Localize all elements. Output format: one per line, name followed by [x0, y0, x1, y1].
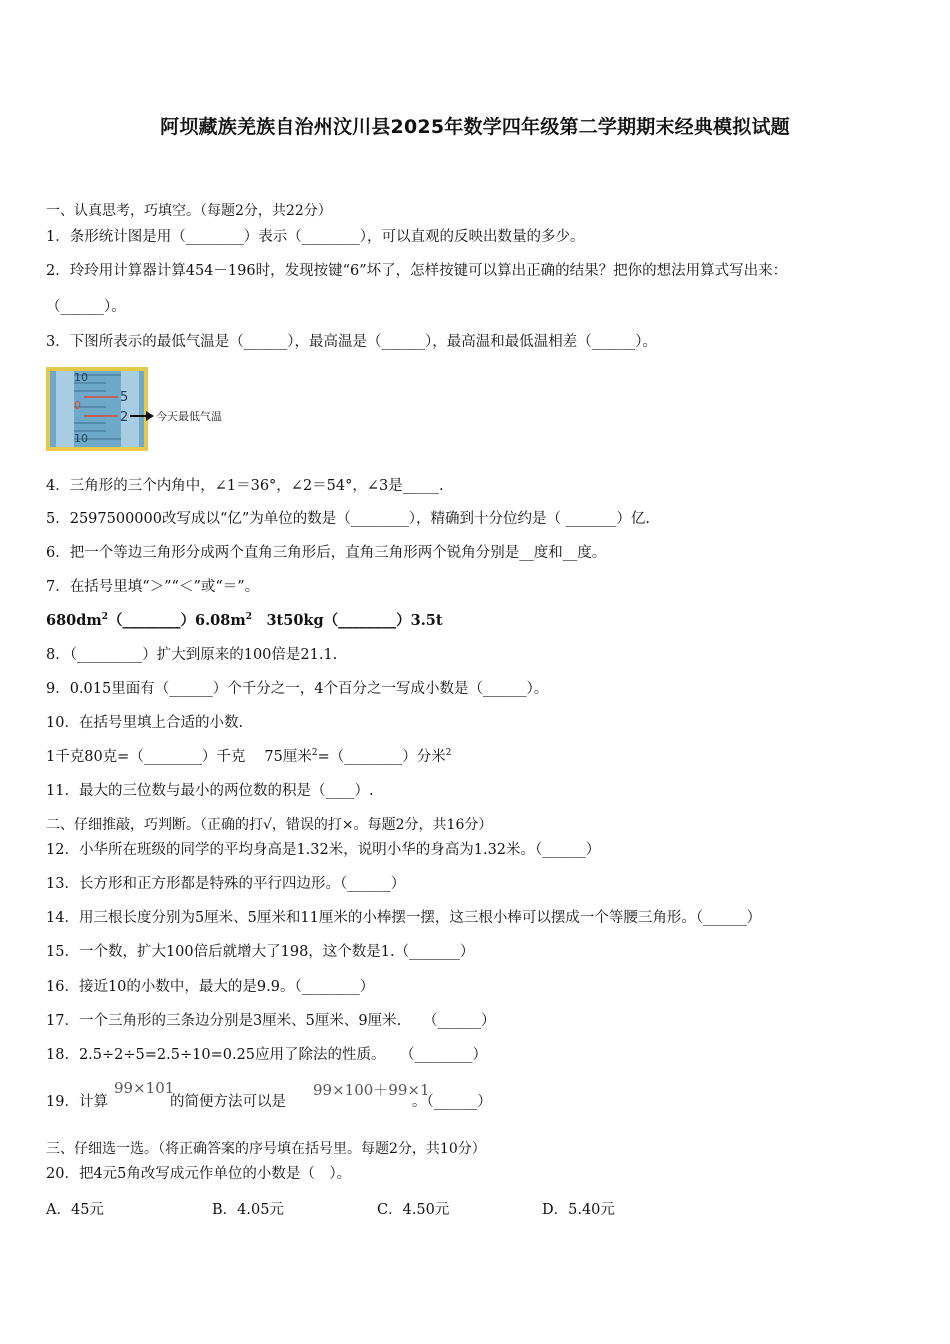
- q19-suffix: 。（______）: [411, 1094, 492, 1110]
- question-4: 4．三角形的三个内角中，∠1＝36°，∠2＝54°，∠3是_____.: [46, 478, 444, 494]
- q10-item-a: 1千克80克=（________）千克 75厘米: [46, 749, 312, 765]
- question-18: 18．2.5÷2÷5=2.5÷10=0.25应用了除法的性质。 （________）: [46, 1047, 488, 1063]
- option-b: B．4.05元: [212, 1202, 284, 1218]
- question-7-comparisons: [46, 611, 443, 631]
- q7-item-b: （________）6.08m: [108, 612, 246, 629]
- option-d: D．5.40元: [542, 1202, 615, 1218]
- question-10: 10．在括号里填上合适的小数.: [46, 715, 244, 731]
- question-14: 14．用三根长度分别为5厘米、5厘米和11厘米的小棒摆一摆，这三根小棒可以摆成一个等腰三角形。（______）: [46, 910, 762, 926]
- question-7: 7．在括号里填“＞”“＜”或“＝”。: [46, 579, 260, 595]
- tick-label-bottom: 10: [74, 432, 88, 445]
- q7-sup-b: 2: [245, 612, 252, 622]
- question-11: 11．最大的三位数与最小的两位数的积是（____）.: [46, 783, 374, 799]
- question-15: 15．一个数，扩大100倍后就增大了198，这个数是1.（_______）: [46, 944, 475, 960]
- tick-label-zero: 0: [74, 399, 81, 412]
- section-1-heading: 一、认真思考，巧填空。（每题2分，共22分）: [46, 203, 332, 219]
- option-a: A．45元: [46, 1202, 104, 1218]
- tick-label-top: 10: [74, 371, 88, 384]
- option-c: C．4.50元: [377, 1202, 450, 1218]
- q19-prefix: 19．计算: [46, 1094, 108, 1110]
- arrow-caption: 今天最低气温: [156, 410, 222, 423]
- section-3-heading: 三、仔细选一选。（将正确答案的序号填在括号里。每题2分，共10分）: [46, 1141, 486, 1157]
- question-16: 16．接近10的小数中，最大的是9.9。（________）: [46, 979, 375, 995]
- question-2-answer: （______）。: [46, 299, 126, 315]
- section-2-heading: 二、仔细推敲，巧判断。（正确的打√，错误的打×。每题2分，共16分）: [46, 817, 493, 833]
- q19-expression-2: 99×100＋99×1: [313, 1081, 430, 1099]
- question-9: 9．0.015里面有（______）个千分之一，4个百分之一写成小数是（______）。: [46, 681, 549, 697]
- q19-expression-1: 99×101: [114, 1079, 175, 1097]
- q10-sup-a: 2: [311, 748, 318, 758]
- page-title: 阿坝藏族羌族自治州汶川县2025年数学四年级第二学期期末经典模拟试题: [160, 116, 790, 138]
- question-2: 2．玲玲用计算器计算454－196时，发现按键“6”坏了，怎样按键可以算出正确的结果？把你的想法用算式写出来：: [46, 263, 788, 279]
- question-10-items: [46, 747, 452, 767]
- question-12: 12．小华所在班级的同学的平均身高是1.32米，说明小华的身高为1.32米。（______）: [46, 842, 601, 858]
- question-1: 1．条形统计图是用（________）表示（________），可以直观的反映出数量的多少。: [46, 229, 585, 245]
- q19-middle: 的简便方法可以是: [169, 1094, 286, 1110]
- question-13: 13．长方形和正方形都是特殊的平行四边形。（______）: [46, 876, 406, 892]
- question-5: 5．2597500000改写成以“亿”为单位的数是（________），精确到十分位约是（ _______）亿.: [46, 511, 651, 527]
- question-17: 17．一个三角形的三条边分别是3厘米、5厘米、9厘米. （______）: [46, 1013, 496, 1029]
- question-3: 3．下图所表示的最低气温是（______），最高温是（______），最高温和最低温相差（______）。: [46, 334, 657, 350]
- q10-item-b: =（________）分米: [317, 749, 446, 765]
- q10-sup-b: 2: [445, 748, 452, 758]
- label-five: 5: [120, 390, 129, 405]
- question-6: 6．把一个等边三角形分成两个直角三角形后，直角三角形两个锐角分别是__度和__度。: [46, 545, 607, 561]
- q7-item-c: 3t50kg（________）3.5t: [251, 612, 443, 629]
- question-8: 8．（_________）扩大到原来的100倍是21.1.: [46, 647, 338, 663]
- thermometer-figure: [46, 367, 236, 451]
- q7-sup-a: 2: [101, 612, 109, 622]
- q7-item-a: 680dm: [46, 612, 102, 629]
- arrow-head-icon: [146, 411, 154, 421]
- question-20: 20．把4元5角改写成元作单位的小数是（ ）。: [46, 1166, 352, 1182]
- label-two: 2: [120, 410, 129, 425]
